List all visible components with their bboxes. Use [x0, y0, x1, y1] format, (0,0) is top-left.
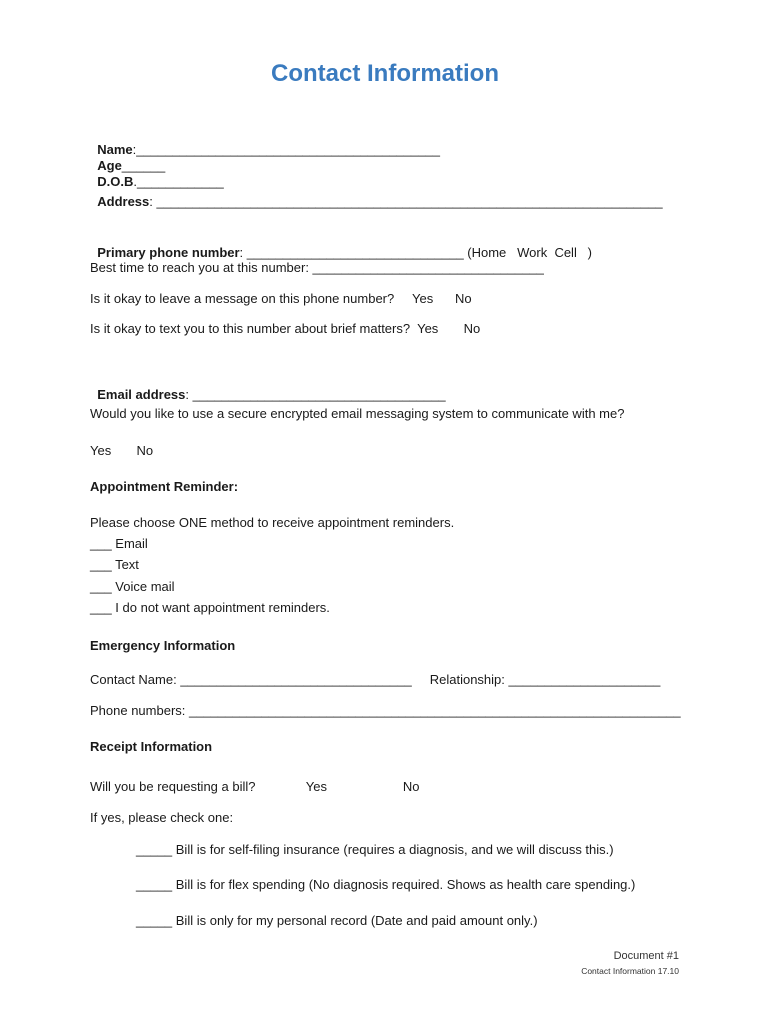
primary-phone-label: Primary phone number [97, 245, 240, 260]
reminder-option-voicemail[interactable]: ___ Voice mail [90, 579, 175, 594]
reminder-instruction: Please choose ONE method to receive appointment reminders. [90, 515, 455, 530]
age-label: Age [97, 158, 122, 173]
address-field[interactable]: : ______________________________________________________________________ [149, 194, 663, 209]
text-ok-question[interactable]: Is it okay to text you to this number about brief matters? Yes No [90, 321, 481, 336]
address-row [90, 178, 663, 210]
name-field[interactable]: :__________________________________________ [132, 142, 440, 157]
emergency-contact-row[interactable]: Contact Name: ________________________________ Relationship: _____________________ [90, 672, 661, 687]
page-title: Contact Information [271, 60, 499, 87]
best-time-field[interactable]: Best time to reach you at this number: ________________________________ [90, 260, 544, 275]
secure-email-options[interactable]: Yes No [90, 443, 154, 458]
document-number: Document #1 [613, 950, 679, 962]
dob-label: D.O.B [97, 174, 134, 189]
phone-type-options[interactable]: (Home Work Cell ) [463, 245, 593, 260]
bill-choice-personal[interactable]: _____ Bill is only for my personal record (Date and paid amount only.) [136, 913, 538, 928]
reminder-option-none[interactable]: ___ I do not want appointment reminders. [90, 600, 330, 615]
name-label: Name [97, 142, 133, 157]
check-one-label: If yes, please check one: [90, 810, 234, 825]
bill-choice-insurance[interactable]: _____ Bill is for self-filing insurance (requires a diagnosis, and we will discuss this.) [136, 842, 614, 857]
email-row [90, 371, 446, 403]
address-label: Address [97, 194, 150, 209]
reminder-heading: Appointment Reminder: [90, 479, 239, 494]
email-field[interactable]: : ___________________________________ [185, 387, 446, 402]
bill-choice-flex[interactable]: _____ Bill is for flex spending (No diagnosis required. Shows as health care spending.) [136, 877, 636, 892]
primary-phone-row [90, 229, 592, 261]
primary-phone-field[interactable]: : ______________________________ [239, 245, 464, 260]
reminder-option-text[interactable]: ___ Text [90, 557, 139, 572]
bill-question[interactable]: Will you be requesting a bill? Yes No [90, 779, 420, 794]
emergency-phone-row[interactable]: Phone numbers: ____________________________________________________________________ [90, 703, 681, 718]
dob-field[interactable]: .____________ [133, 174, 224, 189]
leave-message-question[interactable]: Is it okay to leave a message on this phone number? Yes No [90, 291, 472, 306]
secure-email-question: Would you like to use a secure encrypted email messaging system to communicate with me? [90, 406, 625, 421]
reminder-option-email[interactable]: ___ Email [90, 536, 148, 551]
document-reference: Contact Information 17.10 [581, 966, 679, 976]
email-label: Email address [97, 387, 186, 402]
receipt-heading: Receipt Information [90, 739, 213, 754]
emergency-heading: Emergency Information [90, 638, 236, 653]
age-field[interactable]: ______ [121, 158, 166, 173]
